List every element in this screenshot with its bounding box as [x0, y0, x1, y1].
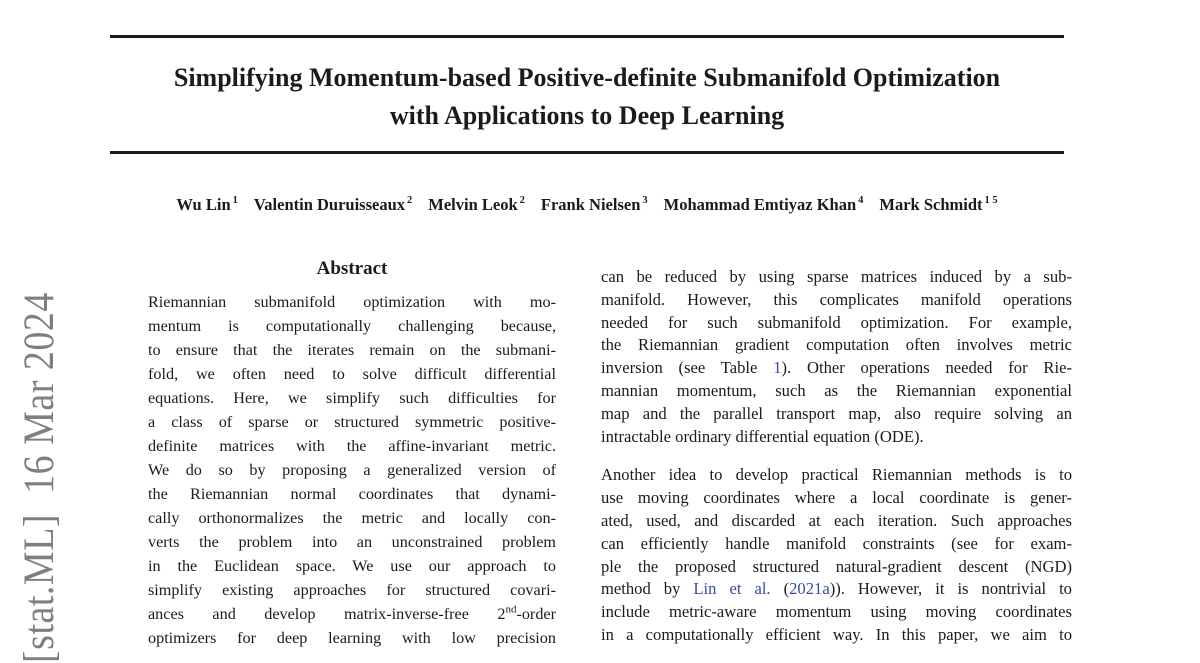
title-line-1: Simplifying Momentum-based Positive-definite Submanifold Optimization	[173, 63, 1001, 92]
text-line: can be reduced by using sparse matrices induced by a sub-	[601, 267, 1072, 286]
title-line-2: with Applications to Deep Learning	[389, 101, 785, 130]
author-name: Mark Schmidt	[879, 194, 983, 214]
text-line: mentum is computationally challenging because,	[148, 317, 556, 335]
author	[176, 195, 238, 214]
citation-link[interactable]: Lin et al.	[693, 579, 771, 599]
author-name: Melvin Leok	[428, 194, 518, 214]
author	[254, 195, 412, 214]
citation-link[interactable]: 2021a	[789, 579, 830, 599]
author-affiliation-superscript: 1	[232, 195, 238, 206]
paragraph	[601, 464, 1072, 646]
text-line: verts the problem into an unconstrained problem	[148, 533, 556, 551]
paper-title	[110, 59, 1064, 135]
abstract-text	[148, 290, 556, 650]
text-line: needed for such submanifold optimization. For example,	[601, 312, 1072, 332]
text-line: include metric-aware momentum using moving coordinates	[601, 602, 1072, 622]
bottom-rule	[110, 151, 1064, 154]
text-line: method by Lin et al. (2021a)). However, it is nontrivial to	[601, 579, 1072, 599]
text-line: definite matrices with the affine-invariant metric.	[148, 437, 556, 455]
text-line: optimizers for deep learning with low precision	[148, 629, 556, 647]
author	[664, 195, 864, 214]
author-name: Wu Lin	[176, 194, 231, 214]
text-line: ances and develop matrix-inverse-free 2nd-order	[148, 603, 556, 623]
text-line: use moving coordinates where a local coordinate is gener-	[601, 488, 1072, 508]
text-line: simplify existing approaches for structured covari-	[148, 581, 556, 599]
abstract-heading: Abstract	[316, 258, 388, 279]
text-line: inversion (see Table 1). Other operations needed for Rie-	[601, 358, 1072, 378]
citation-link[interactable]: 1	[773, 358, 782, 378]
author	[428, 195, 525, 214]
author-name: Frank Nielsen	[540, 194, 641, 214]
paragraph	[601, 266, 1072, 448]
text-line: manifold. However, this complicates manifold operations	[601, 289, 1072, 309]
arxiv-watermark: [stat.ML] 16 Mar 2024	[15, 292, 64, 663]
author-affiliation-superscript: 2	[519, 195, 525, 206]
text-line: ple the proposed structured natural-gradient descent (NGD)	[601, 556, 1072, 576]
text-line: We do so by proposing a generalized version of	[148, 461, 556, 479]
text-line: map and the parallel transport map, also require solving an	[601, 403, 1072, 423]
top-rule	[110, 35, 1064, 38]
author-affiliation-superscript: 1 5	[984, 195, 998, 206]
author-name: Mohammad Emtiyaz Khan	[663, 194, 857, 214]
right-column	[601, 266, 1072, 647]
text-line: can efficiently handle manifold constraints (see for exam-	[601, 533, 1072, 553]
text-line: in the Euclidean space. We use our approach to	[148, 557, 556, 575]
text-line: Riemannian submanifold optimization with mo-	[148, 293, 556, 311]
author-name: Valentin Duruisseaux	[253, 194, 406, 214]
text-line: the Riemannian normal coordinates that dynami-	[148, 485, 556, 503]
text-line: cally orthonormalizes the metric and locally con-	[148, 509, 556, 527]
text-line: intractable ordinary differential equation (ODE).	[601, 426, 924, 446]
text-line: Another idea to develop practical Riemannian methods is to	[601, 465, 1072, 485]
author	[879, 195, 997, 214]
text-line: ated, used, and discarded at each iteration. Such approaches	[601, 510, 1072, 530]
author-affiliation-superscript: 3	[642, 195, 648, 206]
author-affiliation-superscript: 4	[858, 195, 864, 206]
text-line: to ensure that the iterates remain on the submani-	[148, 341, 556, 359]
text-line: the Riemannian gradient computation often involves metric	[601, 335, 1072, 355]
text-line: equations. Here, we simplify such difficulties for	[148, 389, 556, 407]
text-line: fold, we often need to solve difficult differential	[148, 365, 556, 383]
text-line: mannian momentum, such as the Riemannian exponential	[601, 380, 1072, 400]
text-line: a class of sparse or structured symmetric positive-	[148, 413, 556, 431]
authors-line	[110, 190, 1064, 216]
superscript: nd	[505, 603, 517, 616]
author	[541, 195, 648, 214]
author-affiliation-superscript: 2	[407, 195, 413, 206]
text-line: in a computationally efficient way. In this paper, we aim to	[601, 624, 1072, 644]
